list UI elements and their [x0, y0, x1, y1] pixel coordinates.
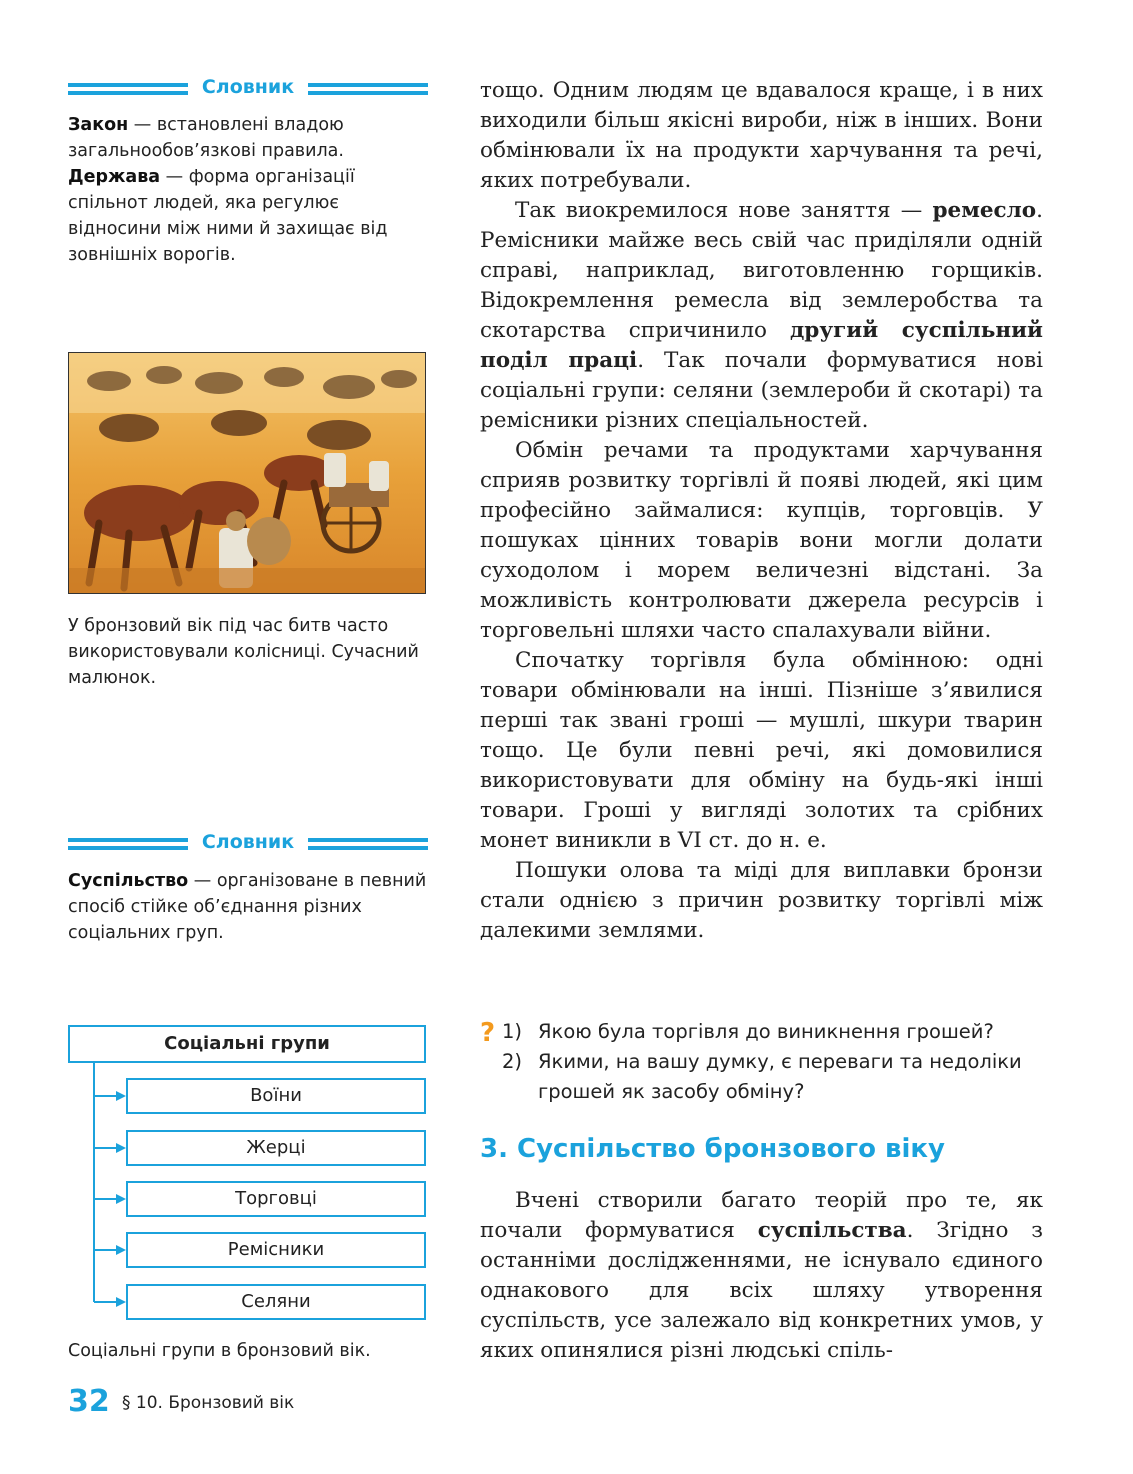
term-craft: ремесло [932, 198, 1037, 223]
scheme-item-priests: Жерці [126, 1130, 426, 1166]
illustration-caption: У бронзовий вік під час битв часто використовували колісниці. Сучасний малюнок. [68, 616, 419, 688]
term-law: Закон [68, 115, 129, 135]
question-1 [480, 1017, 1043, 1047]
running-footer: § 10. Бронзовий вік [122, 1393, 295, 1413]
scheme-item-peasants: Селяни [126, 1284, 426, 1320]
paragraph-4: Спочатку торгівля була обмінною: одні товари обмінювали на інші. Пізніше з’явилися перші так звані гроші — мушлі, шкури тварин тощо. Це були певні речі, які домовилися використовувати для обміну на будь-які інші товари. Гроші у вигляді золотих та срібних монет виникли в VI ст. до н. е. [480, 648, 1043, 853]
question-mark-icon: ? [480, 1018, 496, 1048]
paragraph-2 [480, 196, 1043, 436]
section-heading: 3. Суспільство бронзового віку [480, 1134, 946, 1164]
paragraph-3: Обмін речами та продуктами харчування сприяв розвитку торгівлі й появі людей, які цим професійно займалися: купців, торговців. У пошуках цінних товарів вони могли долати суходолом і морем величезні відстані. За можливість контролювати джерела ресурсів і торговельні шляхи часто спалахували війни. [480, 438, 1043, 643]
question-2 [480, 1047, 1043, 1107]
text-run: . Ремісники майже весь свій час приділяли одній справі, наприклад, виготовленню горщиків. Відокремлення ремесла від землеробства та скотарства спричинило [480, 198, 1043, 343]
dictionary-definitions-2 [68, 868, 433, 946]
text-run: . Згідно з останніми дослідженнями, не існувало єдиного однакового для всіх шляху утворення суспільств, усе залежало від конкретних умов, у яких опинялися різні людські спіль- [480, 1218, 1044, 1363]
question-text: Якою була торгівля до виникнення грошей? [538, 1020, 994, 1043]
paragraph-5: Пошуки олова та міді для виплавки бронзи стали однією з причин розвитку торгівлі між далекими землями. [480, 858, 1043, 943]
scheme-caption: Соціальні групи в бронзовий вік. [68, 1341, 371, 1361]
dictionary-label: Словник [201, 831, 295, 853]
scheme-item-traders: Торговці [126, 1181, 426, 1217]
question-number: 2) [502, 1050, 523, 1073]
term-societies: суспільства [757, 1218, 907, 1243]
questions-block [480, 1017, 1043, 1107]
dictionary-heading-1 [68, 78, 428, 100]
dictionary-definitions-1 [68, 112, 433, 268]
term-division-of-labor: другий суспільний поділ праці [480, 318, 1043, 373]
definition-law: — встановлені владою загальнообов’язкові правила. [68, 115, 344, 161]
question-number: 1) [502, 1020, 523, 1043]
main-text [480, 76, 1043, 946]
text-run: Так виокремилося нове заняття — [515, 198, 933, 223]
scheme-item-artisans: Ремісники [126, 1232, 426, 1268]
dictionary-heading-2 [68, 833, 428, 855]
chariot-battle-illustration [68, 352, 426, 594]
scheme-title-box: Соціальні групи [68, 1025, 426, 1063]
chariot-battle-picture [69, 353, 426, 594]
dictionary-label: Словник [201, 76, 295, 98]
scheme-connectors [68, 1025, 428, 1325]
definition-society: — організоване в певний спосіб стійке об’єднання різних соціальних груп. [68, 871, 427, 943]
main-text-continued [480, 1186, 1043, 1366]
text-run: Вчені створили багато теорій про те, як почали формуватися [480, 1188, 1043, 1243]
page-number: 32 [68, 1384, 110, 1419]
term-state: Держава [68, 167, 161, 187]
paragraph-1: тощо. Одним людям це вдавалося краще, і в них виходили більш якісні вироби, ніж в інших. Вони обмінювали їх на продукти харчування та речі, яких потребували. [480, 78, 1043, 193]
social-groups-scheme [68, 1025, 428, 1325]
paragraph-6 [480, 1186, 1043, 1366]
scheme-item-warriors: Воїни [126, 1078, 426, 1114]
definition-state: — форма організації спільнот людей, яка регулює відносини між ними й захищає від зовнішніх ворогів. [68, 167, 388, 265]
question-text: Якими, на вашу думку, є переваги та недоліки грошей як засобу обміну? [538, 1050, 1022, 1103]
term-society: Суспільство [68, 871, 189, 891]
text-run: . Так почали формуватися нові соціальні групи: селяни (землероби й скотарі) та ремісники різних спеціальностей. [480, 348, 1043, 433]
